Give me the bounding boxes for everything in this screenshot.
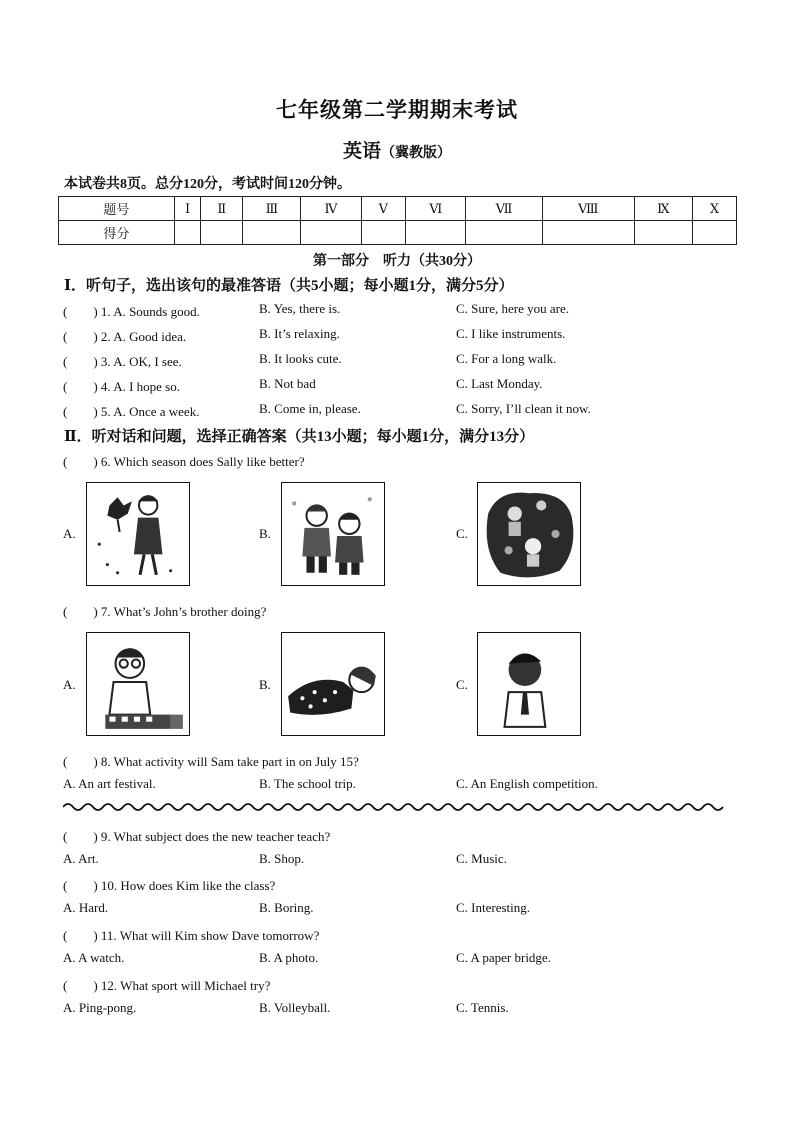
score-cell: 题号 [59,197,175,221]
boy-portrait-picture[interactable] [477,632,581,736]
question-8: ( ) 8. What activity will Sam take part in on July 15? [63,754,359,769]
question-option-b: B. Not bad [259,376,316,391]
question-option-b: B. Volleyball. [259,1000,331,1015]
question-option-c: C. Tennis. [456,1000,509,1015]
image-option-label: A. [63,677,76,692]
question-option-b: B. Boring. [259,900,314,915]
score-cell: Ⅷ [542,197,634,221]
question-row [63,900,743,920]
sleeping-person-picture[interactable] [281,632,385,736]
question-7: ( ) 7. What’s John’s brother doing? [63,604,267,619]
score-entry[interactable] [634,221,692,245]
exam-note: 本试卷共8页。总分120分，考试时间120分钟。 [64,177,351,192]
question-12: ( ) 12. What sport will Michael try? [63,978,271,993]
score-entry[interactable] [692,221,736,245]
score-table-score-row [59,221,737,245]
exam-title: 七年级第二学期期末考试 [276,98,518,122]
question-option-a: A. Hard. [63,900,109,915]
image-option-label: C. [456,677,468,692]
score-cell: Ⅴ [361,197,406,221]
score-entry[interactable] [243,221,301,245]
score-row-label: 得分 [59,221,175,245]
question-option-c: C. For a long walk. [456,351,557,366]
part1-title: 第一部分 听力（共30分） [313,254,481,269]
question-option-a: A. Art. [63,851,99,866]
question-option-a: ( ) 2. A. Good idea. [63,329,187,344]
question-option-a: ( ) 1. A. Sounds good. [63,304,200,319]
edition-label: （冀教版） [381,146,451,161]
question-row [63,376,743,396]
question-option-b: B. It’s relaxing. [259,326,340,341]
question-option-b: B. Come in, please. [259,401,361,416]
question-10: ( ) 10. How does Kim like the class? [63,878,276,893]
question-row [63,401,743,421]
section1-title: Ⅰ．听句子，选出该句的最准答语（共5小题；每小题1分，满分5分） [64,278,514,294]
question-row [63,326,743,346]
score-table-header-row [59,197,737,221]
question-option-c: C. Interesting. [456,900,531,915]
subject-name: 英语 [342,141,381,162]
score-entry[interactable] [542,221,634,245]
exam-subject [0,136,794,163]
question-option-c: C. Last Monday. [456,376,543,391]
autumn-girl-picture[interactable] [86,482,190,586]
image-option-label: A. [63,526,76,541]
image-option-label: C. [456,526,468,541]
question-option-c: C. I like instruments. [456,326,566,341]
section2-title: Ⅱ．听对话和问题，选择正确答案（共13小题；每小题1分，满分13分） [64,429,535,445]
score-entry[interactable] [406,221,466,245]
score-cell: Ⅲ [243,197,301,221]
score-cell: Ⅸ [634,197,692,221]
question-option-c: C. An English competition. [456,776,598,791]
question-option-b: B. It looks cute. [259,351,342,366]
spring-scene-picture[interactable] [477,482,581,586]
score-table [58,196,737,245]
winter-kids-picture[interactable] [281,482,385,586]
image-option-label: B. [259,677,271,692]
question-option-b: B. Yes, there is. [259,301,341,316]
score-cell: Ⅱ [201,197,243,221]
score-entry[interactable] [174,221,200,245]
question-option-a: ( ) 3. A. OK, I see. [63,354,182,369]
question-row [63,1000,743,1020]
question-option-a: A. A watch. [63,950,125,965]
question-row [63,351,743,371]
score-entry[interactable] [466,221,542,245]
question-option-a: ( ) 4. A. I hope so. [63,379,180,394]
score-entry[interactable] [361,221,406,245]
image-option-label: B. [259,526,271,541]
question-option-c: C. Sure, here you are. [456,301,569,316]
score-cell: Ⅶ [466,197,542,221]
question-option-c: C. Sorry, I’ll clean it now. [456,401,591,416]
score-entry[interactable] [201,221,243,245]
question-option-a: A. An art festival. [63,776,156,791]
question-option-a: ( ) 5. A. Once a week. [63,404,200,419]
score-entry[interactable] [301,221,361,245]
question-option-b: B. The school trip. [259,776,356,791]
score-cell: Ⅰ [174,197,200,221]
boy-chess-picture[interactable] [86,632,190,736]
question-row [63,950,743,970]
question-row [63,776,743,796]
question-option-c: C. Music. [456,851,507,866]
question-option-a: A. Ping-pong. [63,1000,137,1015]
question-option-b: B. Shop. [259,851,305,866]
question-6: ( ) 6. Which season does Sally like better? [63,454,305,469]
question-row [63,301,743,321]
wavy-divider [63,800,728,814]
question-option-b: B. A photo. [259,950,319,965]
score-cell: Ⅹ [692,197,736,221]
question-11: ( ) 11. What will Kim show Dave tomorrow? [63,928,320,943]
score-cell: Ⅵ [406,197,466,221]
question-9: ( ) 9. What subject does the new teacher teach? [63,829,331,844]
question-option-c: C. A paper bridge. [456,950,551,965]
score-cell: Ⅳ [301,197,361,221]
question-row [63,851,743,871]
